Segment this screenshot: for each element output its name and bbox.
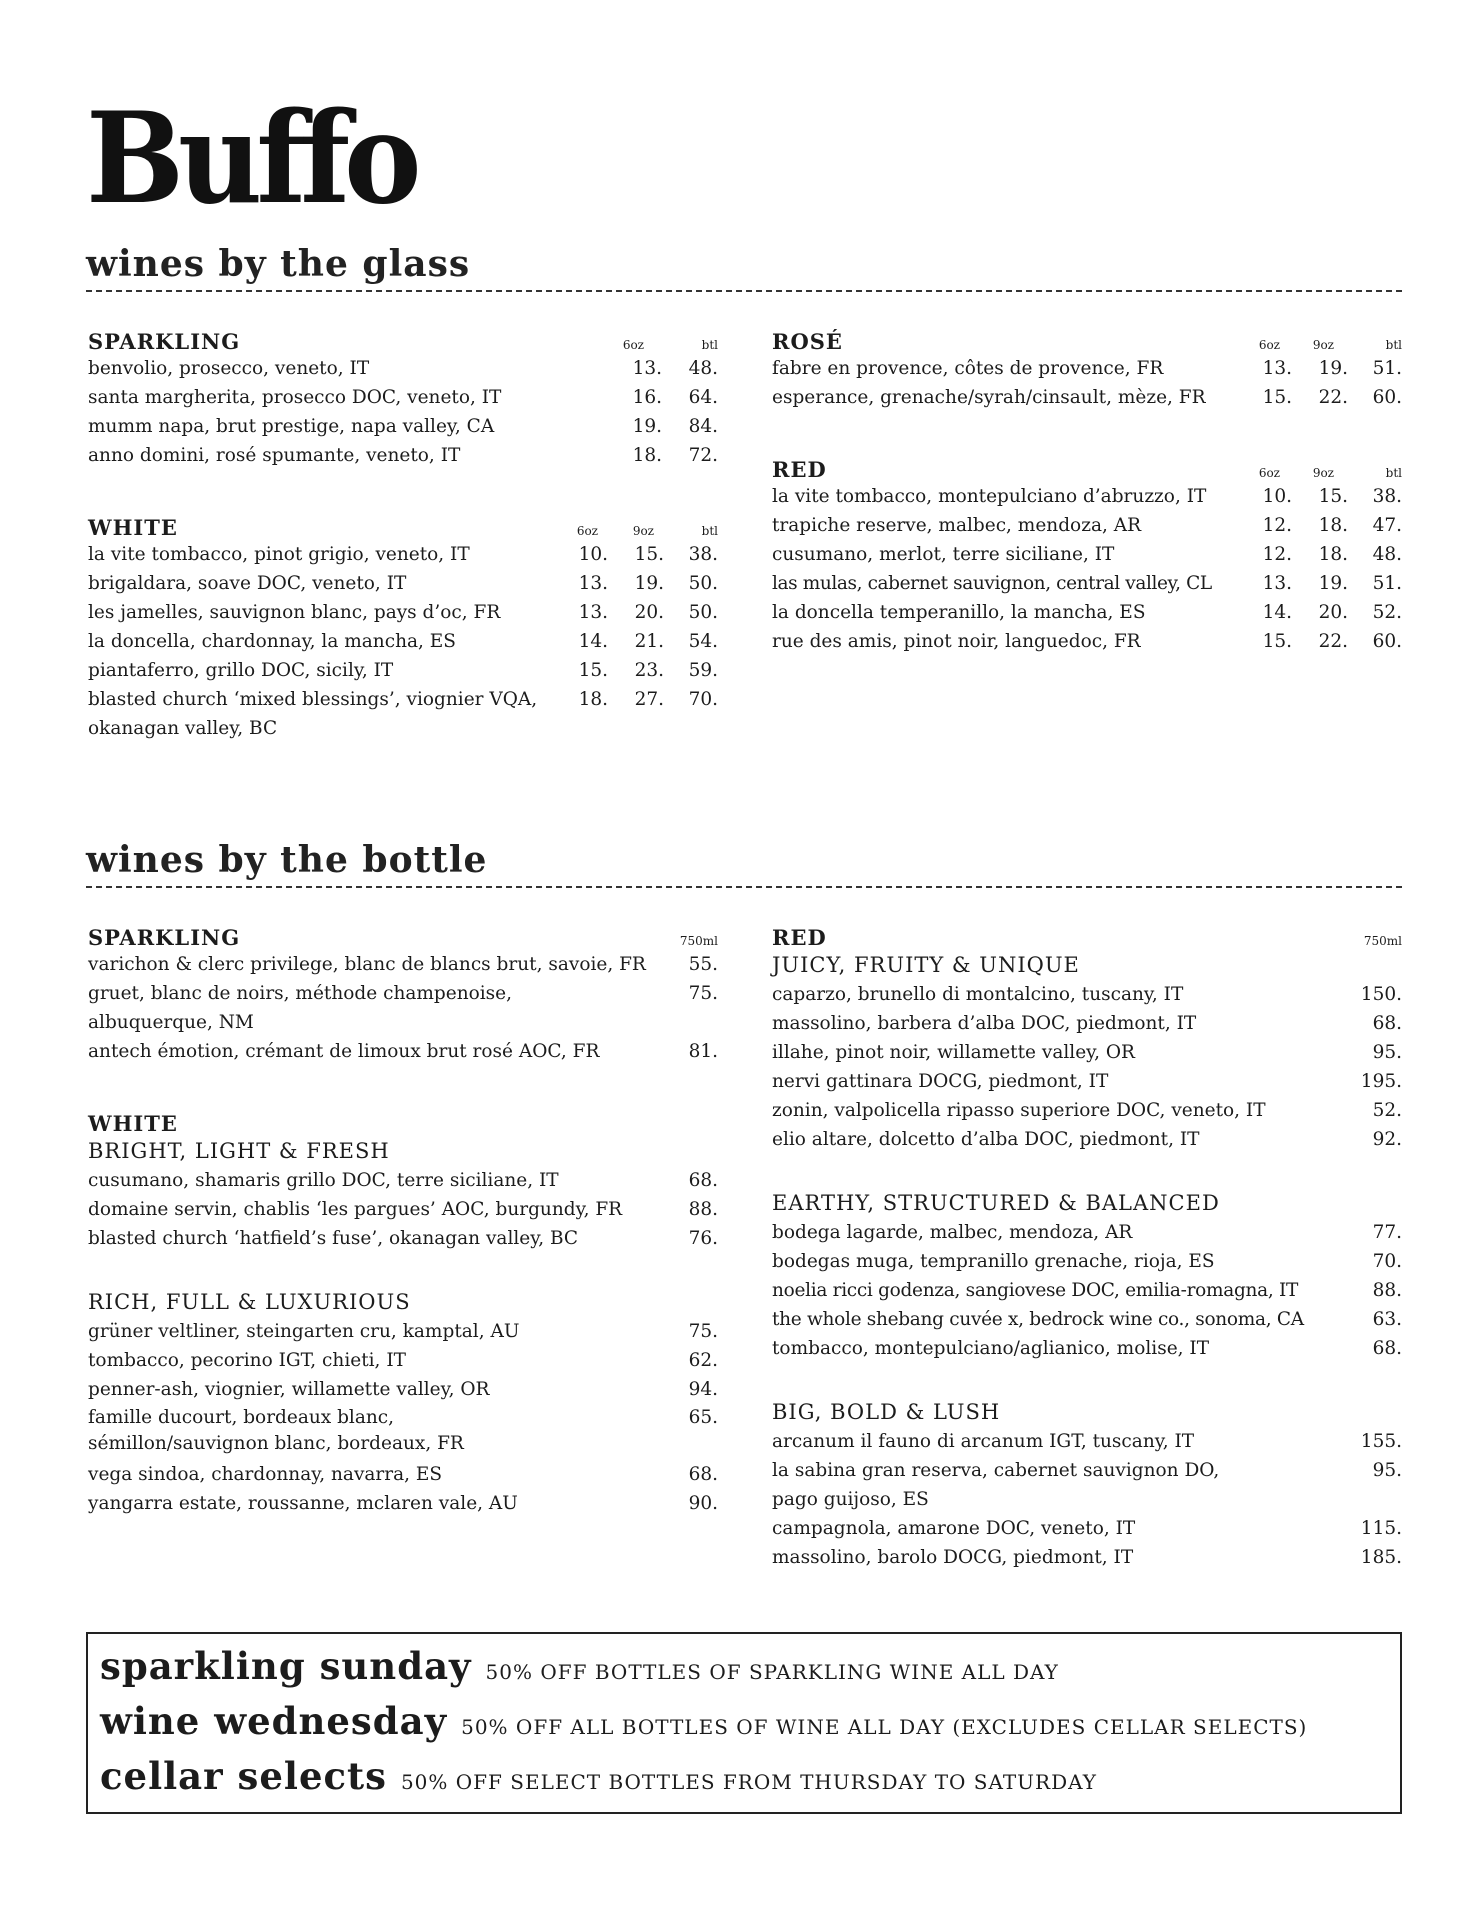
price: 65. bbox=[688, 1407, 718, 1428]
price: 18. bbox=[578, 689, 608, 710]
price: 70. bbox=[1372, 1251, 1402, 1272]
size-label: 9oz bbox=[632, 524, 654, 538]
price: 22. bbox=[1318, 631, 1348, 652]
size-labels bbox=[1254, 338, 1402, 352]
list-item bbox=[86, 412, 718, 441]
subcategory-title: EARTHY, STRUCTURED & BALANCED bbox=[772, 1191, 1220, 1215]
price: 68. bbox=[1372, 1013, 1402, 1034]
promo-description: 50% OFF BOTTLES OF SPARKLING WINE ALL DAY bbox=[485, 1660, 1059, 1684]
price: 47. bbox=[1372, 515, 1402, 536]
subcategory-title: RICH, FULL & LUXURIOUS bbox=[88, 1290, 411, 1314]
price: 14. bbox=[1262, 602, 1292, 623]
list-item bbox=[770, 598, 1402, 627]
category-name: SPARKLING bbox=[88, 925, 241, 950]
price: 16. bbox=[632, 387, 662, 408]
category-name: RED bbox=[772, 925, 827, 950]
price: 75. bbox=[688, 1321, 718, 1342]
list-item bbox=[770, 1427, 1402, 1456]
list-item bbox=[770, 1009, 1402, 1038]
glass-left-column bbox=[86, 324, 718, 743]
price: 48. bbox=[1372, 544, 1402, 565]
price: 14. bbox=[578, 631, 608, 652]
price: 10. bbox=[578, 544, 608, 565]
list-item bbox=[770, 1543, 1402, 1572]
list-item bbox=[770, 1096, 1402, 1125]
list-item bbox=[86, 354, 718, 383]
wine-name: la doncella, chardonnay, la mancha, ES bbox=[88, 631, 456, 652]
list-item bbox=[86, 1166, 718, 1195]
price: 50. bbox=[688, 573, 718, 594]
wine-name: la vite tombacco, montepulciano d’abruzzo, IT bbox=[772, 486, 1207, 507]
price: 68. bbox=[1372, 1338, 1402, 1359]
wine-name: las mulas, cabernet sauvignon, central valley, CL bbox=[772, 573, 1212, 594]
category-header bbox=[86, 510, 718, 540]
price: 52. bbox=[1372, 602, 1402, 623]
list-item bbox=[86, 1195, 718, 1224]
wine-name: domaine servin, chablis ‘les pargues’ AOC, burgundy, FR bbox=[88, 1199, 623, 1220]
wine-name: rue des amis, pinot noir, languedoc, FR bbox=[772, 631, 1141, 652]
wine-name: fabre en provence, côtes de provence, FR bbox=[772, 358, 1164, 379]
wine-name: mumm napa, brut prestige, napa valley, CA bbox=[88, 416, 495, 437]
wine-name: tombacco, pecorino IGT, chieti, IT bbox=[88, 1350, 406, 1371]
wine-name: benvolio, prosecco, veneto, IT bbox=[88, 358, 370, 379]
wine-name: antech émotion, crémant de limoux brut rosé AOC, FR bbox=[88, 1041, 600, 1062]
promo-title: sparkling sunday bbox=[100, 1644, 472, 1688]
promo-title: cellar selects bbox=[100, 1754, 387, 1798]
list-item bbox=[770, 1218, 1402, 1247]
list-item bbox=[86, 685, 718, 743]
list-item bbox=[770, 1276, 1402, 1305]
price: 21. bbox=[634, 631, 664, 652]
wine-name: les jamelles, sauvignon blanc, pays d’oc, FR bbox=[88, 602, 501, 623]
spacer bbox=[770, 1363, 1402, 1397]
price: 60. bbox=[1372, 631, 1402, 652]
list-item bbox=[770, 569, 1402, 598]
list-item bbox=[770, 1247, 1402, 1276]
wine-name: noelia ricci godenza, sangiovese DOC, emilia-romagna, IT bbox=[772, 1280, 1299, 1301]
category-name: RED bbox=[772, 457, 827, 482]
price: 90. bbox=[688, 1493, 718, 1514]
wine-name: anno domini, rosé spumante, veneto, IT bbox=[88, 445, 461, 466]
wine-name: arcanum il fauno di arcanum IGT, tuscany, IT bbox=[772, 1431, 1195, 1452]
size-labels bbox=[570, 524, 718, 538]
price: 72. bbox=[688, 445, 718, 466]
wine-name: famille ducourt, bordeaux blanc, sémillon/sauvignon blanc, bordeaux, FR bbox=[88, 1407, 464, 1454]
price: 19. bbox=[1318, 573, 1348, 594]
price: 15. bbox=[1318, 486, 1348, 507]
price: 20. bbox=[1318, 602, 1348, 623]
price: 12. bbox=[1262, 515, 1292, 536]
wine-name: piantaferro, grillo DOC, sicily, IT bbox=[88, 660, 394, 681]
size-labels bbox=[588, 338, 718, 352]
wine-name: trapiche reserve, malbec, mendoza, AR bbox=[772, 515, 1142, 536]
wine-name: bodega lagarde, malbec, mendoza, AR bbox=[772, 1222, 1133, 1243]
glass-right-column bbox=[770, 324, 1402, 656]
price: 64. bbox=[688, 387, 718, 408]
category-header bbox=[86, 324, 718, 354]
price: 54. bbox=[688, 631, 718, 652]
promo-title: wine wednesday bbox=[100, 1699, 448, 1743]
price: 15. bbox=[1262, 631, 1292, 652]
promo-line bbox=[100, 1754, 1400, 1809]
glass-sparkling-block bbox=[86, 324, 718, 470]
price: 12. bbox=[1262, 544, 1292, 565]
list-item bbox=[770, 1456, 1402, 1514]
price: 68. bbox=[688, 1464, 718, 1485]
wine-name: zonin, valpolicella ripasso superiore DOC, veneto, IT bbox=[772, 1100, 1266, 1121]
price: 50. bbox=[688, 602, 718, 623]
subcategory-title: JUICY, FRUITY & UNIQUE bbox=[772, 953, 1080, 977]
price: 18. bbox=[1318, 544, 1348, 565]
price: 92. bbox=[1372, 1129, 1402, 1150]
list-item bbox=[86, 1489, 718, 1518]
list-item bbox=[770, 1067, 1402, 1096]
list-item bbox=[86, 1346, 718, 1375]
promo-line bbox=[100, 1644, 1400, 1699]
size-label: btl bbox=[701, 524, 718, 538]
wine-name: illahe, pinot noir, willamette valley, OR bbox=[772, 1042, 1135, 1063]
price: 48. bbox=[688, 358, 718, 379]
glass-section-title: wines by the glass bbox=[86, 246, 1402, 292]
price: 13. bbox=[578, 573, 608, 594]
category-header bbox=[770, 452, 1402, 482]
list-item bbox=[770, 1334, 1402, 1363]
size-label: 9oz bbox=[1312, 338, 1334, 352]
list-item bbox=[770, 482, 1402, 511]
glass-rose-block bbox=[770, 324, 1402, 412]
bottle-right-column bbox=[770, 920, 1402, 1572]
size-label: btl bbox=[701, 338, 718, 352]
wine-name: massolino, barbera d’alba DOC, piedmont, IT bbox=[772, 1013, 1197, 1034]
list-item bbox=[86, 1224, 718, 1253]
price: 150. bbox=[1360, 984, 1402, 1005]
subcategory-title: BIG, BOLD & LUSH bbox=[772, 1400, 1001, 1424]
size-label: 6oz bbox=[576, 524, 598, 538]
bottle-section-title: wines by the bottle bbox=[86, 842, 1402, 888]
list-item bbox=[86, 1037, 718, 1066]
list-item bbox=[86, 441, 718, 470]
price: 23. bbox=[634, 660, 664, 681]
price: 63. bbox=[1372, 1309, 1402, 1330]
price: 84. bbox=[688, 416, 718, 437]
wine-name: penner-ash, viognier, willamette valley, OR bbox=[88, 1379, 490, 1400]
list-item bbox=[770, 383, 1402, 412]
spacer bbox=[86, 1253, 718, 1287]
list-item bbox=[770, 540, 1402, 569]
price: 19. bbox=[1318, 358, 1348, 379]
size-labels bbox=[1254, 466, 1402, 480]
price: 19. bbox=[634, 573, 664, 594]
price: 10. bbox=[1262, 486, 1292, 507]
wine-name: massolino, barolo DOCG, piedmont, IT bbox=[772, 1547, 1134, 1568]
promo-line bbox=[100, 1699, 1400, 1754]
size-label: 6oz bbox=[1258, 466, 1280, 480]
list-item bbox=[770, 980, 1402, 1009]
wine-name: la vite tombacco, pinot grigio, veneto, IT bbox=[88, 544, 470, 565]
price: 115. bbox=[1360, 1518, 1402, 1539]
spacer bbox=[770, 1154, 1402, 1188]
bottle-white-block bbox=[86, 1106, 718, 1518]
size-label: 750ml bbox=[1363, 934, 1402, 948]
category-name: ROSÉ bbox=[772, 329, 843, 354]
brand-logo: Buffo bbox=[86, 85, 416, 233]
price: 18. bbox=[1318, 515, 1348, 536]
price: 13. bbox=[632, 358, 662, 379]
price: 55. bbox=[688, 954, 718, 975]
wine-name: cusumano, shamaris grillo DOC, terre siciliane, IT bbox=[88, 1170, 559, 1191]
price: 19. bbox=[632, 416, 662, 437]
wine-name: elio altare, dolcetto d’alba DOC, piedmont, IT bbox=[772, 1129, 1200, 1150]
bottle-sparkling-block bbox=[86, 920, 718, 1066]
category-name: WHITE bbox=[88, 515, 178, 540]
wine-name: blasted church ‘hatfield’s fuse’, okanagan valley, BC bbox=[88, 1228, 579, 1249]
subcategory-title: BRIGHT, LIGHT & FRESH bbox=[88, 1139, 390, 1163]
category-header bbox=[770, 324, 1402, 354]
list-item bbox=[86, 656, 718, 685]
wine-name: cusumano, merlot, terre siciliane, IT bbox=[772, 544, 1115, 565]
wine-name: la sabina gran reserva, cabernet sauvignon DO, pago guijoso, ES bbox=[772, 1460, 1220, 1510]
list-item bbox=[770, 1514, 1402, 1543]
category-name: SPARKLING bbox=[88, 329, 241, 354]
list-item bbox=[86, 1405, 718, 1457]
size-label: 9oz bbox=[1312, 466, 1334, 480]
price: 77. bbox=[1372, 1222, 1402, 1243]
wine-name: esperance, grenache/syrah/cinsault, mèze, FR bbox=[772, 387, 1206, 408]
price: 68. bbox=[688, 1170, 718, 1191]
wine-name: bodegas muga, tempranillo grenache, rioja, ES bbox=[772, 1251, 1215, 1272]
price: 18. bbox=[632, 445, 662, 466]
list-item bbox=[770, 1125, 1402, 1154]
size-label: btl bbox=[1385, 466, 1402, 480]
price: 94. bbox=[688, 1379, 718, 1400]
list-item bbox=[86, 627, 718, 656]
size-labels bbox=[680, 934, 718, 948]
promo-description: 50% OFF ALL BOTTLES OF WINE ALL DAY (EXCLUDES CELLAR SELECTS) bbox=[461, 1715, 1308, 1739]
size-labels bbox=[1364, 934, 1402, 948]
price: 15. bbox=[1262, 387, 1292, 408]
list-item bbox=[86, 598, 718, 627]
price: 75. bbox=[688, 983, 718, 1004]
wine-name: vega sindoa, chardonnay, navarra, ES bbox=[88, 1464, 443, 1485]
price: 38. bbox=[688, 544, 718, 565]
category-name: WHITE bbox=[88, 1111, 178, 1136]
price: 13. bbox=[1262, 358, 1292, 379]
price: 60. bbox=[1372, 387, 1402, 408]
wine-name: la doncella temperanillo, la mancha, ES bbox=[772, 602, 1146, 623]
category-header bbox=[86, 920, 718, 950]
list-item bbox=[770, 627, 1402, 656]
category-header bbox=[86, 1106, 718, 1136]
list-item bbox=[86, 1375, 718, 1404]
price: 62. bbox=[688, 1350, 718, 1371]
price: 51. bbox=[1372, 573, 1402, 594]
price: 195. bbox=[1360, 1071, 1402, 1092]
spacer bbox=[86, 470, 718, 510]
wine-name: grüner veltliner, steingarten cru, kamptal, AU bbox=[88, 1321, 520, 1342]
price: 95. bbox=[1372, 1042, 1402, 1063]
category-header bbox=[770, 920, 1402, 950]
price: 51. bbox=[1372, 358, 1402, 379]
price: 81. bbox=[688, 1041, 718, 1062]
price: 88. bbox=[688, 1199, 718, 1220]
wine-name: campagnola, amarone DOC, veneto, IT bbox=[772, 1518, 1136, 1539]
price: 59. bbox=[688, 660, 718, 681]
price: 13. bbox=[578, 602, 608, 623]
price: 52. bbox=[1372, 1100, 1402, 1121]
size-label: 6oz bbox=[622, 338, 644, 352]
price: 155. bbox=[1360, 1431, 1402, 1452]
wine-name: santa margherita, prosecco DOC, veneto, IT bbox=[88, 387, 502, 408]
list-item bbox=[770, 1038, 1402, 1067]
wine-name: varichon & clerc privilege, blanc de blancs brut, savoie, FR bbox=[88, 954, 646, 975]
wine-name: tombacco, montepulciano/aglianico, molise, IT bbox=[772, 1338, 1210, 1359]
list-item bbox=[86, 1317, 718, 1346]
price: 27. bbox=[634, 689, 664, 710]
price: 20. bbox=[634, 602, 664, 623]
glass-white-block bbox=[86, 510, 718, 743]
list-item bbox=[86, 540, 718, 569]
wine-name: yangarra estate, roussanne, mclaren vale, AU bbox=[88, 1493, 518, 1514]
price: 22. bbox=[1318, 387, 1348, 408]
list-item bbox=[86, 383, 718, 412]
price: 88. bbox=[1372, 1280, 1402, 1301]
list-item bbox=[770, 511, 1402, 540]
price: 76. bbox=[688, 1228, 718, 1249]
bottle-red-block bbox=[770, 920, 1402, 1572]
price: 15. bbox=[634, 544, 664, 565]
price: 70. bbox=[688, 689, 718, 710]
size-label: btl bbox=[1385, 338, 1402, 352]
size-label: 750ml bbox=[679, 934, 718, 948]
price: 15. bbox=[578, 660, 608, 681]
list-item bbox=[86, 569, 718, 598]
list-item bbox=[770, 1305, 1402, 1334]
price: 13. bbox=[1262, 573, 1292, 594]
wine-name: brigaldara, soave DOC, veneto, IT bbox=[88, 573, 407, 594]
spacer bbox=[770, 412, 1402, 452]
wine-name: nervi gattinara DOCG, piedmont, IT bbox=[772, 1071, 1109, 1092]
size-label: 6oz bbox=[1258, 338, 1280, 352]
list-item bbox=[86, 979, 718, 1037]
price: 38. bbox=[1372, 486, 1402, 507]
list-item bbox=[86, 950, 718, 979]
price: 95. bbox=[1372, 1460, 1402, 1481]
glass-red-block bbox=[770, 452, 1402, 656]
wine-name: blasted church ‘mixed blessings’, viognier VQA, okanagan valley, BC bbox=[88, 689, 538, 739]
promotions-box bbox=[86, 1632, 1402, 1814]
wine-name: caparzo, brunello di montalcino, tuscany, IT bbox=[772, 984, 1184, 1005]
bottle-left-column bbox=[86, 920, 718, 1518]
spacer bbox=[86, 1066, 718, 1106]
wine-name: gruet, blanc de noirs, méthode champenoise, albuquerque, NM bbox=[88, 983, 513, 1033]
list-item bbox=[86, 1460, 718, 1489]
price: 185. bbox=[1360, 1547, 1402, 1568]
promo-description: 50% OFF SELECT BOTTLES FROM THURSDAY TO SATURDAY bbox=[400, 1770, 1097, 1794]
list-item bbox=[770, 354, 1402, 383]
wine-name: the whole shebang cuvée x, bedrock wine co., sonoma, CA bbox=[772, 1309, 1304, 1330]
